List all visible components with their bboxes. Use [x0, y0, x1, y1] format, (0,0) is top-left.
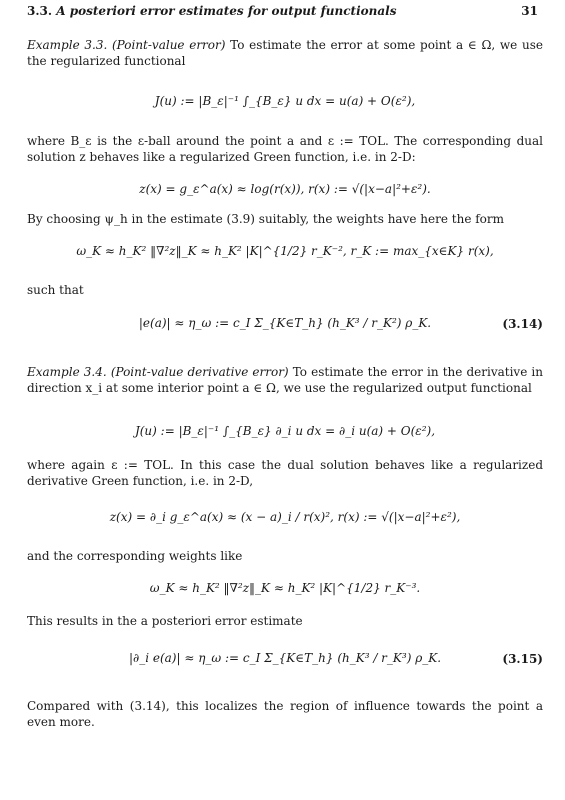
weights-text: and the corresponding weights like — [27, 549, 243, 563]
closing-text: Compared with (3.14), this localizes the region of influence towards the point a even more. — [27, 699, 543, 729]
page-number: 31 — [521, 4, 538, 18]
equation-green-function: z(x) = g_ε^a(x) ≈ log(r(x)), r(x) := √(|x−a|²+ε²). — [139, 182, 431, 196]
results-text: This results in the a posteriori error estimate — [27, 614, 303, 628]
equation-derivative-green: z(x) = ∂_i g_ε^a(x) ≈ (x − a)_i / r(x)², r(x) := √(|x−a|²+ε²), — [109, 510, 461, 524]
page-header — [27, 4, 538, 18]
such-that-text: such that — [27, 283, 84, 297]
section-title: A posteriori error estimates for output functionals — [56, 4, 397, 18]
equation-functional: J(u) := |B_ε|⁻¹ ∫_{B_ε} u dx = u(a) + O(ε²), — [154, 94, 416, 108]
example-3-3-intro — [27, 38, 543, 69]
example-3-4-where: where again ε := TOL. In this case the dual solution behaves like a regularized derivative Green function, i.e. in 2-D, — [27, 458, 543, 488]
equation-derivative-functional: J(u) := |B_ε|⁻¹ ∫_{B_ε} ∂_i u dx = ∂_i u(a) + O(ε²), — [134, 424, 436, 438]
equation-estimate-3-14: |e(a)| ≈ η_ω := c_I Σ_{K∈T_h} (h_K³ / r_K²) ρ_K. — [138, 316, 432, 330]
equation-weights: ω_K ≈ h_K² ‖∇²z‖_K ≈ h_K² |K|^{1/2} r_K⁻², r_K := max_{x∈K} r(x), — [76, 244, 494, 258]
example-3-3-where: where B_ε is the ε-ball around the point a and ε := TOL. The corresponding dual solution z behaves like a regularized Green function, i.e. in 2-D: — [27, 134, 543, 164]
example-label: Example 3.4. — [27, 365, 107, 379]
section-number: 3.3. — [27, 4, 53, 18]
example-3-4-intro — [27, 365, 543, 396]
equation-number-3-15: (3.15) — [502, 652, 543, 666]
example-3-3-choosing: By choosing ψ_h in the estimate (3.9) suitably, the weights have here the form — [27, 212, 505, 226]
example-intro-text: To estimate the error in the derivative in direction x_i at some interior point a ∈ Ω, we use the regularized output functional — [27, 365, 543, 395]
equation-derivative-weights: ω_K ≈ h_K² ‖∇²z‖_K ≈ h_K² |K|^{1/2} r_K⁻³. — [149, 581, 421, 595]
example-title: (Point-value derivative error) — [110, 365, 289, 379]
equation-number-3-14: (3.14) — [502, 317, 543, 331]
example-title: (Point-value error) — [111, 38, 226, 52]
example-label: Example 3.3. — [27, 38, 108, 52]
running-head — [27, 4, 396, 18]
equation-estimate-3-15: |∂_i e(a)| ≈ η_ω := c_I Σ_{K∈T_h} (h_K³ / r_K³) ρ_K. — [128, 651, 442, 665]
example-intro-text: To estimate the error at some point a ∈ Ω, we use the regularized functional — [27, 38, 543, 68]
